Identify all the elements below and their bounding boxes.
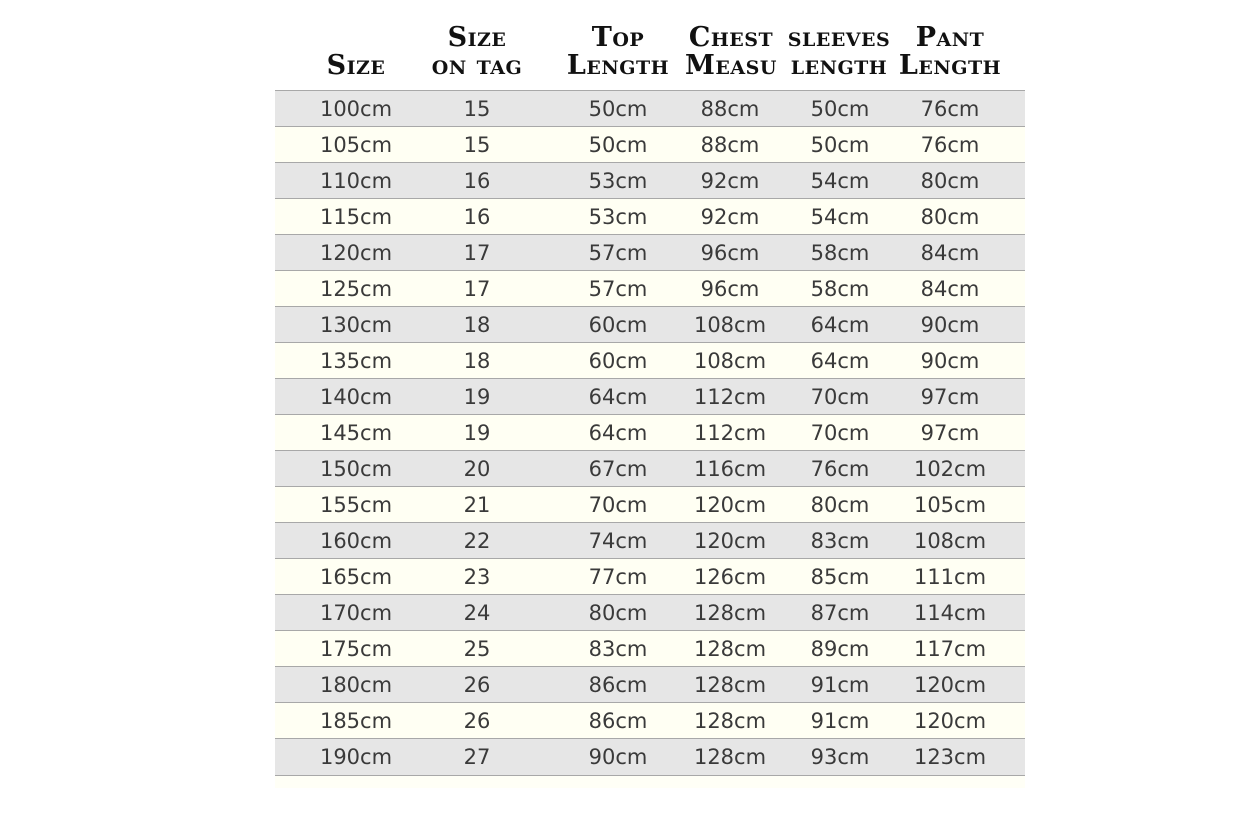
cell-chest-measurement: 126cm xyxy=(693,564,767,589)
table-row xyxy=(275,235,1025,271)
header-chest-measurement xyxy=(677,22,785,80)
cell-sleeves-length: 54cm xyxy=(810,168,870,193)
cell-size-on-tag: 24 xyxy=(463,600,491,625)
cell-size: 175cm xyxy=(319,636,393,661)
cell-chest-measurement: 120cm xyxy=(693,528,767,553)
cell-size-on-tag: 26 xyxy=(463,672,491,697)
header-size-on-tag xyxy=(417,22,537,80)
cell-chest-measurement: 120cm xyxy=(693,492,767,517)
cell-top-length: 90cm xyxy=(588,745,648,769)
header-size xyxy=(295,22,417,80)
header-size-on-tag-line-1: Size xyxy=(447,22,507,53)
cell-chest-measurement: 112cm xyxy=(693,420,767,445)
header-chest-line-2: Measu xyxy=(685,50,777,81)
cell-sleeves-length: 76cm xyxy=(810,456,870,481)
cell-top-length: 74cm xyxy=(588,528,648,553)
cell-size-on-tag: 26 xyxy=(463,708,491,733)
table-row xyxy=(275,127,1025,163)
cell-size-on-tag: 15 xyxy=(463,132,491,157)
cell-pant-length: 84cm xyxy=(920,276,980,301)
cell-sleeves-length: 64cm xyxy=(810,312,870,337)
cell-size: 130cm xyxy=(319,312,393,337)
cell-size: 125cm xyxy=(319,276,393,301)
cell-sleeves-length: 50cm xyxy=(810,96,870,121)
table-header-row xyxy=(275,0,1025,90)
cell-chest-measurement: 128cm xyxy=(693,672,767,697)
header-top-length xyxy=(557,22,679,80)
cell-top-length: 83cm xyxy=(588,636,648,661)
cell-size: 170cm xyxy=(319,600,393,625)
cell-sleeves-length: 91cm xyxy=(810,708,870,733)
cell-sleeves-length: 87cm xyxy=(810,600,870,625)
cell-sleeves-length: 58cm xyxy=(810,240,870,265)
header-pant-line-1: Pant xyxy=(915,22,985,53)
cell-pant-length: 117cm xyxy=(913,636,987,661)
table-row xyxy=(275,451,1025,487)
cell-size-on-tag: 17 xyxy=(463,240,491,265)
cell-size: 135cm xyxy=(319,348,393,373)
cell-size-on-tag: 25 xyxy=(463,636,491,661)
cell-size-on-tag: 20 xyxy=(463,456,491,481)
cell-pant-length: 90cm xyxy=(920,348,980,373)
cell-size: 115cm xyxy=(319,204,393,229)
cell-sleeves-length: 80cm xyxy=(810,492,870,517)
header-sleeves-length xyxy=(783,22,895,80)
size-chart-table xyxy=(275,0,1025,788)
cell-sleeves-length: 85cm xyxy=(810,564,870,589)
header-pant-line-2: Length xyxy=(898,50,1002,81)
cell-chest-measurement: 92cm xyxy=(700,168,760,193)
header-sleeves-line-1: sleeves xyxy=(787,22,891,53)
header-pant-length xyxy=(895,22,1005,80)
cell-chest-measurement: 128cm xyxy=(693,636,767,661)
cell-size: 140cm xyxy=(319,384,393,409)
cell-top-length: 67cm xyxy=(588,456,648,481)
cell-pant-length: 123cm xyxy=(913,745,987,769)
table-row xyxy=(275,307,1025,343)
table-row xyxy=(275,271,1025,307)
cell-size-on-tag: 27 xyxy=(463,745,491,769)
cell-top-length: 60cm xyxy=(588,348,648,373)
cell-size: 165cm xyxy=(319,564,393,589)
cell-top-length: 77cm xyxy=(588,564,648,589)
cell-size-on-tag: 22 xyxy=(463,528,491,553)
cell-chest-measurement: 96cm xyxy=(700,240,760,265)
cell-sleeves-length: 70cm xyxy=(810,384,870,409)
table-row xyxy=(275,667,1025,703)
cell-top-length: 50cm xyxy=(588,96,648,121)
cell-pant-length: 120cm xyxy=(913,708,987,733)
cell-pant-length: 111cm xyxy=(913,564,987,589)
cell-pant-length: 76cm xyxy=(920,96,980,121)
cell-top-length: 64cm xyxy=(588,384,648,409)
table-row xyxy=(275,415,1025,451)
cell-sleeves-length: 89cm xyxy=(810,636,870,661)
header-size-on-tag-line-2: on tag xyxy=(431,50,523,81)
cell-sleeves-length: 93cm xyxy=(810,745,870,769)
cell-size: 180cm xyxy=(319,672,393,697)
cell-top-length: 86cm xyxy=(588,672,648,697)
cell-pant-length: 105cm xyxy=(913,492,987,517)
table-row xyxy=(275,199,1025,235)
header-chest-line-1: Chest xyxy=(688,22,774,53)
table-row xyxy=(275,595,1025,631)
table-footer-strip xyxy=(275,776,1025,788)
cell-size-on-tag: 19 xyxy=(463,384,491,409)
cell-pant-length: 80cm xyxy=(920,204,980,229)
cell-chest-measurement: 128cm xyxy=(693,745,767,769)
cell-pant-length: 84cm xyxy=(920,240,980,265)
cell-top-length: 53cm xyxy=(588,168,648,193)
cell-pant-length: 76cm xyxy=(920,132,980,157)
cell-size-on-tag: 18 xyxy=(463,312,491,337)
header-sleeves-line-2: length xyxy=(790,50,888,81)
cell-size: 150cm xyxy=(319,456,393,481)
cell-chest-measurement: 128cm xyxy=(693,600,767,625)
table-row xyxy=(275,523,1025,559)
cell-size: 190cm xyxy=(319,745,393,769)
cell-top-length: 86cm xyxy=(588,708,648,733)
header-top-length-line-1: Top xyxy=(591,22,645,53)
cell-top-length: 57cm xyxy=(588,276,648,301)
header-size-line-1: Size xyxy=(326,50,386,81)
cell-size: 145cm xyxy=(319,420,393,445)
cell-chest-measurement: 96cm xyxy=(700,276,760,301)
cell-sleeves-length: 54cm xyxy=(810,204,870,229)
cell-top-length: 64cm xyxy=(588,420,648,445)
cell-chest-measurement: 88cm xyxy=(700,132,760,157)
cell-sleeves-length: 83cm xyxy=(810,528,870,553)
table-row xyxy=(275,487,1025,523)
cell-pant-length: 102cm xyxy=(913,456,987,481)
cell-pant-length: 97cm xyxy=(920,384,980,409)
cell-pant-length: 90cm xyxy=(920,312,980,337)
cell-size: 155cm xyxy=(319,492,393,517)
header-top-length-line-2: Length xyxy=(566,50,670,81)
cell-chest-measurement: 112cm xyxy=(693,384,767,409)
cell-size: 110cm xyxy=(319,168,393,193)
cell-pant-length: 120cm xyxy=(913,672,987,697)
table-row xyxy=(275,631,1025,667)
table-body xyxy=(275,90,1025,776)
cell-size-on-tag: 23 xyxy=(463,564,491,589)
cell-chest-measurement: 128cm xyxy=(693,708,767,733)
cell-top-length: 60cm xyxy=(588,312,648,337)
table-row xyxy=(275,163,1025,199)
cell-top-length: 50cm xyxy=(588,132,648,157)
cell-sleeves-length: 50cm xyxy=(810,132,870,157)
cell-chest-measurement: 108cm xyxy=(693,312,767,337)
cell-size-on-tag: 17 xyxy=(463,276,491,301)
cell-sleeves-length: 64cm xyxy=(810,348,870,373)
cell-top-length: 57cm xyxy=(588,240,648,265)
cell-pant-length: 108cm xyxy=(913,528,987,553)
table-row xyxy=(275,343,1025,379)
table-row xyxy=(275,703,1025,739)
cell-size: 105cm xyxy=(319,132,393,157)
cell-pant-length: 80cm xyxy=(920,168,980,193)
cell-size-on-tag: 21 xyxy=(463,492,491,517)
cell-pant-length: 97cm xyxy=(920,420,980,445)
cell-chest-measurement: 116cm xyxy=(693,456,767,481)
cell-sleeves-length: 70cm xyxy=(810,420,870,445)
cell-chest-measurement: 88cm xyxy=(700,96,760,121)
cell-top-length: 53cm xyxy=(588,204,648,229)
cell-size-on-tag: 15 xyxy=(463,96,491,121)
cell-size: 160cm xyxy=(319,528,393,553)
cell-chest-measurement: 108cm xyxy=(693,348,767,373)
table-row xyxy=(275,739,1025,776)
cell-top-length: 70cm xyxy=(588,492,648,517)
cell-size-on-tag: 16 xyxy=(463,168,491,193)
cell-sleeves-length: 91cm xyxy=(810,672,870,697)
cell-size: 185cm xyxy=(319,708,393,733)
cell-pant-length: 114cm xyxy=(913,600,987,625)
table-row xyxy=(275,559,1025,595)
cell-chest-measurement: 92cm xyxy=(700,204,760,229)
cell-size: 120cm xyxy=(319,240,393,265)
table-row xyxy=(275,379,1025,415)
table-row xyxy=(275,91,1025,127)
cell-size-on-tag: 19 xyxy=(463,420,491,445)
cell-size-on-tag: 16 xyxy=(463,204,491,229)
cell-sleeves-length: 58cm xyxy=(810,276,870,301)
cell-size-on-tag: 18 xyxy=(463,348,491,373)
cell-size: 100cm xyxy=(319,96,393,121)
cell-top-length: 80cm xyxy=(588,600,648,625)
